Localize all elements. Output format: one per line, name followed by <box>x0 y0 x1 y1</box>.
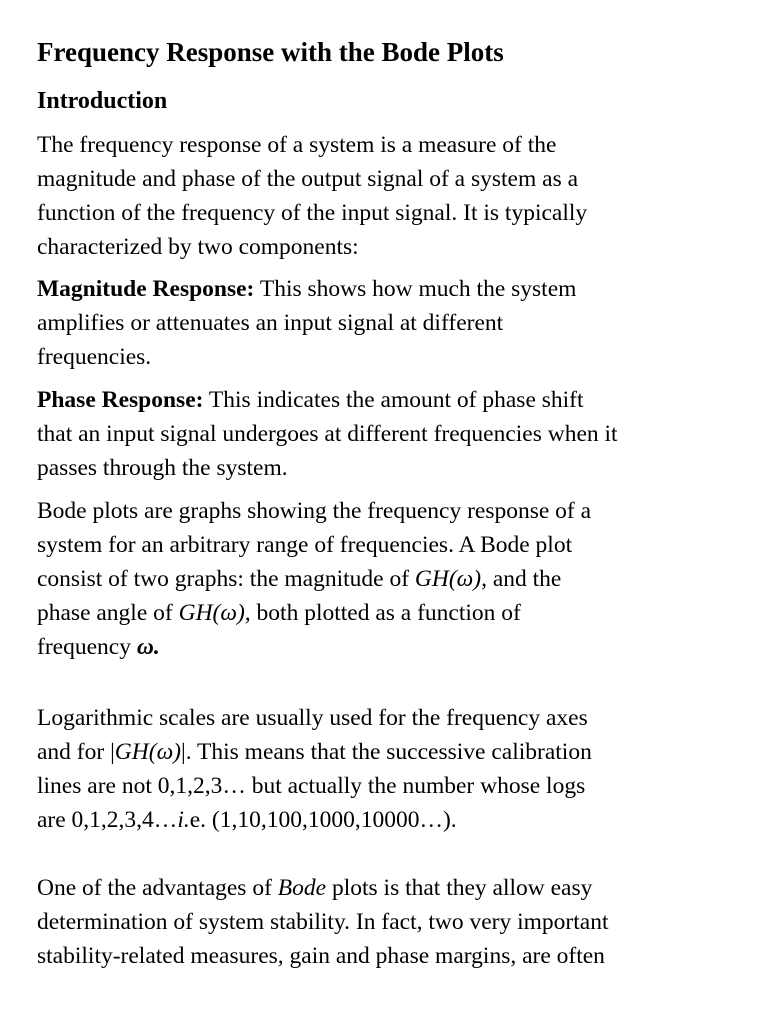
section-heading: Introduction <box>37 88 168 114</box>
text-line: frequencies. <box>37 344 152 370</box>
text-line <box>37 562 737 596</box>
math-gh-omega: GH(ω) <box>114 739 181 765</box>
paragraph-intro <box>37 128 737 264</box>
text-line <box>37 383 737 417</box>
text-line: The frequency response of a system is a measure of the <box>37 132 557 158</box>
text-span: both plotted as a function of <box>250 600 521 626</box>
text-line: magnitude and phase of the output signal of a system as a <box>37 166 579 192</box>
text-span: and the <box>486 566 562 592</box>
text-line: stability-related measures, gain and phase margins, are often <box>37 943 605 969</box>
text-line: system for an arbitrary range of frequencies. A Bode plot <box>37 532 573 558</box>
italic-text: i. <box>177 807 190 833</box>
text-line: lines are not 0,1,2,3… but actually the number whose logs <box>37 773 586 799</box>
paragraph-magnitude-response <box>37 272 737 374</box>
text-span: plots is that they allow easy <box>326 875 593 901</box>
paragraph-phase-response <box>37 383 737 485</box>
text-span: frequency <box>37 634 137 660</box>
paragraph-logarithmic-scales <box>37 701 737 837</box>
text-span: phase angle of <box>37 600 179 626</box>
paragraph-advantages <box>37 871 737 973</box>
text-line: characterized by two components: <box>37 234 359 260</box>
italic-text: Bode <box>277 875 327 901</box>
text-line: passes through the system. <box>37 455 288 481</box>
text-line: amplifies or attenuates an input signal at different <box>37 310 504 336</box>
text-span: |. This means that the successive calibration <box>180 739 592 765</box>
text-span: This indicates the amount of phase shift <box>203 387 584 413</box>
text-line <box>37 272 737 306</box>
term-label: Phase Response: <box>37 387 204 413</box>
text-span: are 0,1,2,3,4… <box>37 807 178 833</box>
text-span: This shows how much the system <box>254 276 577 302</box>
math-gh-omega: GH(ω), <box>178 600 251 626</box>
text-line <box>37 596 737 630</box>
math-omega: ω. <box>136 634 160 660</box>
text-line: determination of system stability. In fact, two very important <box>37 909 609 935</box>
math-gh-omega: GH(ω), <box>414 566 487 592</box>
text-line: function of the frequency of the input signal. It is typically <box>37 200 588 226</box>
text-span: and for | <box>37 739 115 765</box>
text-line <box>37 803 737 837</box>
paragraph-bode-plots <box>37 494 737 666</box>
text-line: Logarithmic scales are usually used for the frequency axes <box>37 705 588 731</box>
text-line <box>37 871 737 905</box>
text-span: consist of two graphs: the magnitude of <box>37 566 415 592</box>
term-label: Magnitude Response: <box>37 276 255 302</box>
text-span: One of the advantages of <box>37 875 278 901</box>
text-span: e. (1,10,100,1000,10000…). <box>189 807 457 833</box>
text-line <box>37 630 737 666</box>
text-line: Bode plots are graphs showing the frequency response of a <box>37 498 592 524</box>
page-title: Frequency Response with the Bode Plots <box>37 37 504 67</box>
text-line: that an input signal undergoes at different frequencies when it <box>37 421 618 447</box>
text-line <box>37 735 737 769</box>
